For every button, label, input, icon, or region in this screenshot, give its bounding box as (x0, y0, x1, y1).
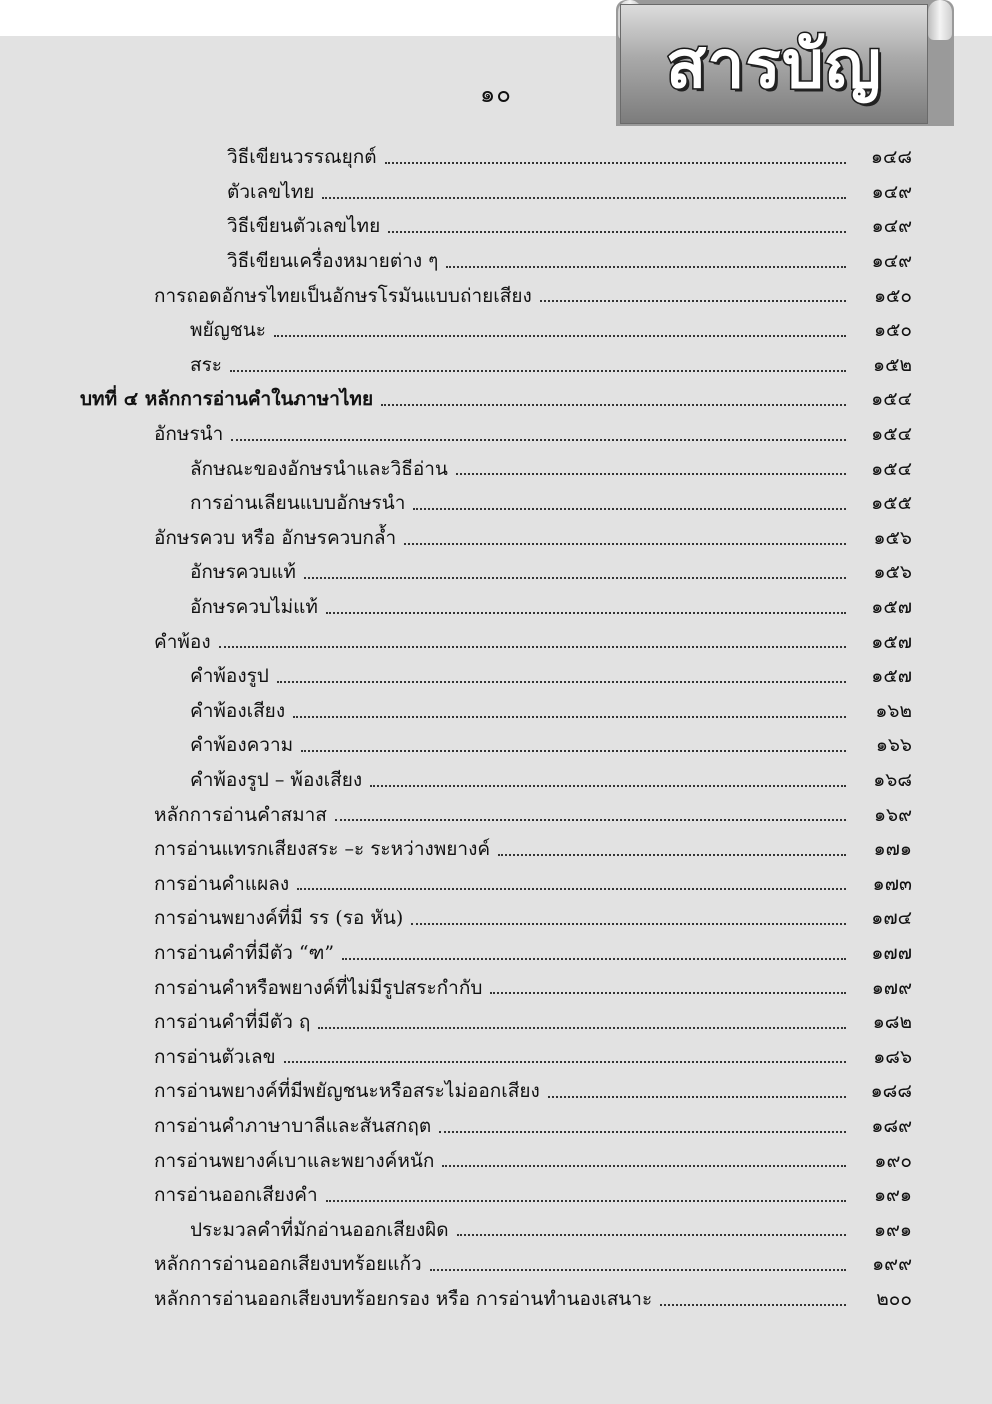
toc-entry[interactable] (0, 832, 992, 867)
toc-dot-leader (284, 1061, 846, 1063)
toc-entry[interactable] (0, 1247, 992, 1282)
toc-entry-page: ๑๘๖ (873, 1045, 912, 1068)
toc-entry-title: หลักการอ่านคำสมาส (154, 803, 327, 826)
toc-entry-page: ๑๕๗ (871, 596, 912, 619)
toc-entry[interactable] (0, 1109, 992, 1144)
toc-dot-leader (404, 543, 846, 545)
toc-dot-leader (322, 197, 846, 199)
toc-dot-leader (442, 1165, 846, 1167)
toc-dot-leader (498, 854, 846, 856)
toc-entry-title: คำพ้อง (154, 630, 211, 653)
toc-entry[interactable] (0, 797, 992, 832)
toc-entry[interactable] (0, 866, 992, 901)
toc-entry[interactable] (0, 763, 992, 798)
toc-entry-page: ๑๕๐ (873, 319, 912, 342)
toc-entry-title: คำพ้องความ (190, 734, 294, 757)
toc-dot-leader (430, 1269, 846, 1271)
toc-entry-page: ๑๙๑ (873, 1218, 912, 1241)
toc-dot-leader (326, 1200, 846, 1202)
toc-entry[interactable] (0, 970, 992, 1005)
toc-entry[interactable] (0, 486, 992, 521)
toc-entry-page: ๑๕๖ (873, 526, 912, 549)
toc-entry-page: ๑๕๔ (871, 388, 912, 411)
toc-dot-leader (381, 404, 846, 406)
toc-dot-leader (411, 923, 846, 925)
toc-entry[interactable] (0, 1143, 992, 1178)
toc-entry-page: ๑๙๑ (873, 1184, 912, 1207)
toc-entry[interactable] (0, 451, 992, 486)
toc-dot-leader (385, 162, 846, 164)
toc-entry[interactable] (0, 694, 992, 729)
toc-dot-leader (457, 1234, 846, 1236)
toc-entry-title: การอ่านออกเสียงคำ (154, 1184, 318, 1207)
scroll-curl-right (928, 0, 952, 40)
toc-dot-leader (342, 958, 846, 960)
toc-entry-page: ๑๗๔ (871, 907, 912, 930)
toc-entry-title: การอ่านเลียนแบบอักษรนำ (190, 492, 406, 515)
toc-entry-title: วิธีเขียนวรรณยุกต์ (227, 146, 377, 169)
toc-entry-title: พยัญชนะ (190, 319, 266, 342)
toc-entry[interactable] (0, 1282, 992, 1317)
toc-entry-page: ๑๕๒ (873, 353, 912, 376)
toc-entry-page: ๑๕๔ (871, 423, 912, 446)
toc-entry-page: ๑๖๙ (873, 803, 912, 826)
toc-dot-leader (326, 612, 846, 614)
toc-entry[interactable] (0, 1074, 992, 1109)
toc-entry-page: ๑๔๙ (871, 180, 912, 203)
toc-entry-title: ตัวเลขไทย (227, 180, 315, 203)
toc-entry[interactable] (0, 209, 992, 244)
toc-entry-title: วิธีเขียนตัวเลขไทย (227, 215, 381, 238)
page-number: ๑๐ (480, 80, 512, 108)
toc-entry-title: การอ่านคำที่มีตัว ฤ (154, 1011, 311, 1034)
toc-entry[interactable] (0, 382, 992, 417)
toc-entry[interactable] (0, 1178, 992, 1213)
toc-dot-leader (274, 335, 846, 337)
toc-entry[interactable] (0, 175, 992, 210)
toc-entry-title: การอ่านคำแผลง (154, 872, 290, 895)
table-of-contents (0, 140, 992, 1316)
toc-entry-page: ๑๖๒ (875, 699, 912, 722)
toc-entry-title: การอ่านคำที่มีตัว “ฑ” (154, 941, 335, 964)
toc-entry-title: การอ่านคำภาษาบาลีและสันสกฤต (154, 1114, 432, 1137)
toc-entry[interactable] (0, 521, 992, 556)
toc-dot-leader (230, 370, 846, 372)
toc-entry-title: คำพ้องเสียง (190, 699, 286, 722)
toc-entry-title: ประมวลคำที่มักอ่านออกเสียงผิด (190, 1218, 449, 1241)
toc-dot-leader (277, 681, 846, 683)
toc-entry[interactable] (0, 659, 992, 694)
toc-dot-leader (660, 1304, 846, 1306)
toc-entry-title: หลักการอ่านออกเสียงบทร้อยแก้ว (154, 1253, 422, 1276)
toc-entry-page: ๑๘๙ (871, 1114, 912, 1137)
toc-entry[interactable] (0, 624, 992, 659)
toc-entry-title: อักษรนำ (154, 423, 224, 446)
toc-entry[interactable] (0, 348, 992, 383)
toc-entry-title: ลักษณะของอักษรนำและวิธีอ่าน (190, 457, 448, 480)
toc-entry-page: ๑๔๘ (870, 146, 912, 169)
toc-dot-leader (301, 750, 846, 752)
toc-entry-page: ๑๙๐ (874, 1149, 912, 1172)
toc-entry-title: วิธีเขียนเครื่องหมายต่าง ๆ (227, 250, 439, 273)
toc-entry-title: การอ่านแทรกเสียงสระ –ะ ระหว่างพยางค์ (154, 838, 491, 861)
toc-entry-page: ๑๙๙ (872, 1253, 912, 1276)
toc-dot-leader (548, 1096, 846, 1098)
toc-dot-leader (297, 888, 846, 890)
toc-entry-title: อักษรควบแท้ (190, 561, 296, 584)
toc-entry-page: ๑๕๔ (871, 457, 912, 480)
toc-dot-leader (540, 300, 846, 302)
toc-entry-page: ๑๗๓ (872, 872, 912, 895)
toc-entry[interactable] (0, 244, 992, 279)
toc-entry[interactable] (0, 140, 992, 175)
toc-entry-title: การอ่านพยางค์เบาและพยางค์หนัก (154, 1149, 435, 1172)
toc-dot-leader (446, 266, 846, 268)
toc-entry-page: ๑๖๘ (873, 768, 912, 791)
toc-entry-title: การอ่านคำหรือพยางค์ที่ไม่มีรูปสระกำกับ (154, 976, 483, 999)
toc-entry[interactable] (0, 1212, 992, 1247)
toc-entry[interactable] (0, 555, 992, 590)
toc-dot-leader (370, 785, 846, 787)
toc-entry[interactable] (0, 901, 992, 936)
toc-entry-page: ๑๖๖ (875, 734, 912, 757)
toc-entry-page: ๑๗๙ (871, 976, 912, 999)
toc-entry[interactable] (0, 590, 992, 625)
toc-entry-title: การอ่านตัวเลข (154, 1045, 276, 1068)
toc-entry[interactable] (0, 1039, 992, 1074)
toc-dot-leader (388, 231, 846, 233)
toc-entry-page: ๑๕๖ (873, 561, 912, 584)
toc-entry-title: การอ่านพยางค์ที่มี รร (รอ หัน) (154, 907, 404, 930)
toc-entry-page: ๑๕๗ (871, 630, 912, 653)
toc-entry-title: คำพ้องรูป – พ้องเสียง (190, 768, 363, 791)
toc-entry-page: ๑๘๘ (870, 1080, 912, 1103)
toc-dot-leader (293, 716, 846, 718)
toc-entry[interactable] (0, 1005, 992, 1040)
toc-entry-page: ๑๔๙ (871, 250, 912, 273)
toc-entry-page: ๑๕๐ (873, 284, 912, 307)
toc-entry-title: หลักการอ่านออกเสียงบทร้อยกรอง หรือ การอ่านทำนองเสนาะ (154, 1287, 653, 1310)
toc-entry-title: สระ (190, 353, 223, 376)
toc-entry[interactable] (0, 728, 992, 763)
toc-dot-leader (219, 646, 846, 648)
toc-dot-leader (335, 819, 846, 821)
toc-entry-title: อักษรควบไม่แท้ (190, 596, 318, 619)
toc-entry-page: ๒๐๐ (876, 1287, 912, 1310)
toc-entry-page: ๑๔๙ (871, 215, 912, 238)
toc-entry-title: คำพ้องรูป (190, 665, 269, 688)
toc-entry-title: การถอดอักษรไทยเป็นอักษรโรมันแบบถ่ายเสียง (154, 284, 532, 307)
toc-dot-leader (231, 439, 846, 441)
toc-entry[interactable] (0, 313, 992, 348)
toc-dot-leader (439, 1131, 846, 1133)
toc-dot-leader (318, 1027, 846, 1029)
toc-entry-page: ๑๗๗ (871, 941, 912, 964)
toc-entry-title: บทที่ ๔ หลักการอ่านคำในภาษาไทย (80, 388, 374, 411)
page-title: สารบัญ (666, 25, 882, 103)
toc-entry-title: การอ่านพยางค์ที่มีพยัญชนะหรือสระไม่ออกเสียง (154, 1080, 540, 1103)
toc-dot-leader (413, 508, 846, 510)
toc-dot-leader (304, 577, 846, 579)
toc-entry-page: ๑๕๗ (871, 665, 912, 688)
toc-entry[interactable] (0, 278, 992, 313)
toc-entry-title: อักษรควบ หรือ อักษรควบกล้ำ (154, 526, 397, 549)
toc-entry-page: ๑๗๑ (873, 838, 912, 861)
toc-entry-page: ๑๕๕ (871, 492, 912, 515)
toc-dot-leader (490, 992, 846, 994)
toc-dot-leader (456, 473, 846, 475)
toc-entry[interactable] (0, 936, 992, 971)
toc-entry[interactable] (0, 417, 992, 452)
toc-entry-page: ๑๘๒ (872, 1011, 912, 1034)
